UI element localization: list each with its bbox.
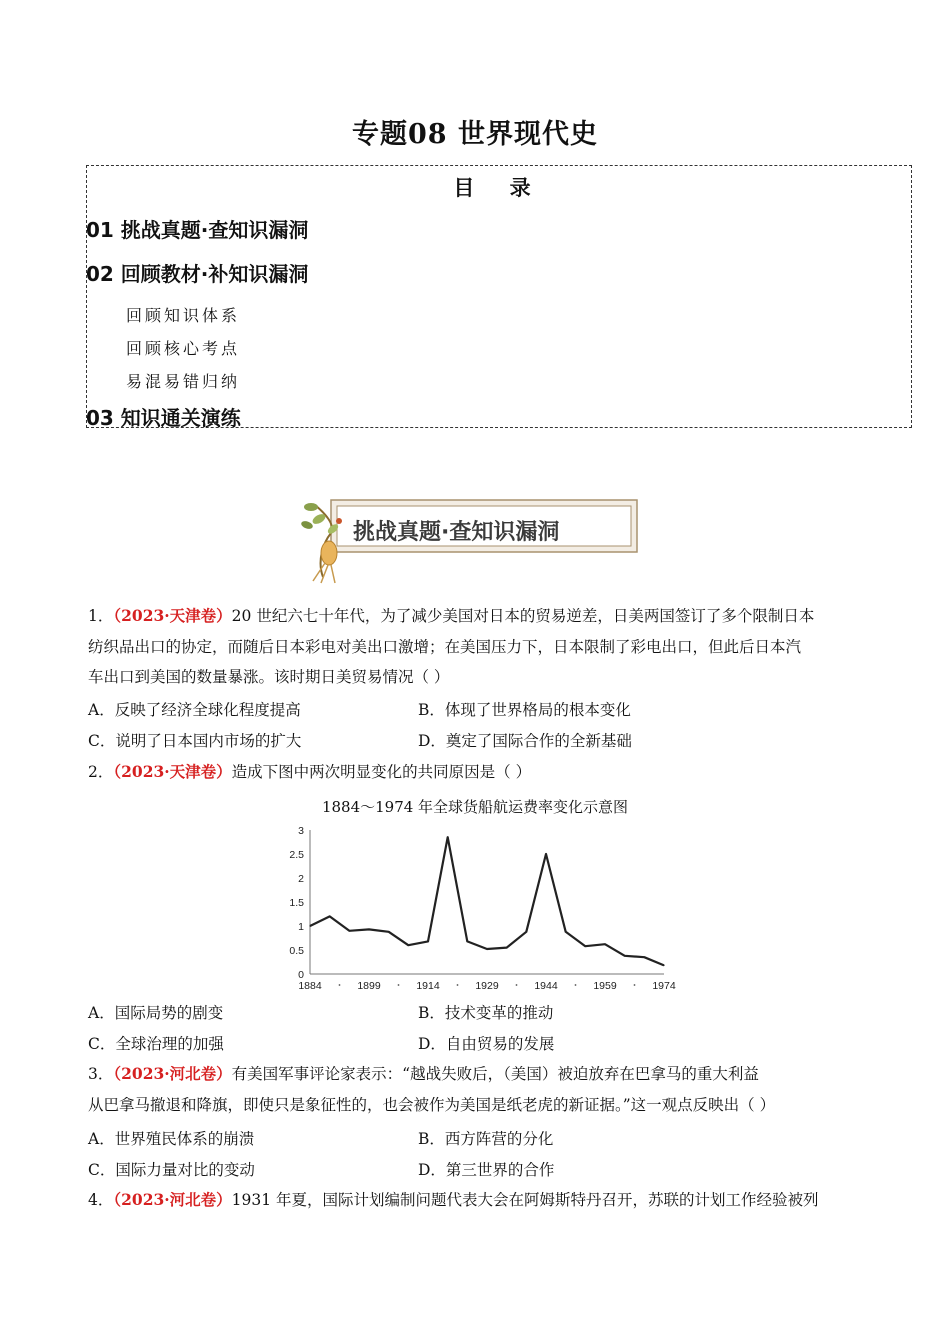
y-tick-label: 2.5	[289, 849, 304, 861]
data-point	[565, 931, 566, 932]
question-number: 1．	[88, 607, 114, 625]
question-source: （2023·天津卷）	[113, 606, 232, 625]
x-tick-label: 1884	[298, 980, 322, 992]
x-minor-tick	[398, 984, 400, 986]
data-point	[427, 941, 428, 942]
question-source: （2023·河北卷）	[113, 1190, 232, 1209]
q3-option-a[interactable]: A．世界殖民体系的崩溃	[88, 1130, 255, 1148]
question-2	[88, 757, 878, 788]
q3-option-b[interactable]: B．西方阵营的分化	[418, 1130, 554, 1148]
question-source: （2023·天津卷）	[113, 762, 232, 781]
data-point	[467, 941, 468, 942]
question-number: 2．	[88, 763, 114, 781]
x-minor-tick	[575, 984, 577, 986]
x-minor-tick	[339, 984, 341, 986]
data-point	[526, 931, 527, 932]
data-point	[368, 929, 369, 930]
x-tick-label: 1974	[652, 980, 676, 992]
x-minor-tick	[457, 984, 459, 986]
data-point	[349, 930, 350, 931]
x-minor-tick	[634, 984, 636, 986]
series-line	[310, 837, 664, 965]
toc-subitem-errors[interactable]: 易混易错归纳	[126, 372, 241, 391]
y-tick-label: 1.5	[289, 897, 304, 909]
chart-title: 1884～1974 年全球货船航运费率变化示意图	[321, 798, 629, 816]
data-point	[663, 965, 664, 966]
data-point	[644, 957, 645, 958]
data-point	[388, 931, 389, 932]
y-tick-label: 1	[298, 921, 304, 933]
toc-item-challenge[interactable]: 01 挑战真题·查知识漏洞	[86, 218, 309, 242]
question-text-line: 1931 年夏，国际计划编制问题代表大会在阿姆斯特丹召开，苏联的计划工作经验被列	[231, 1191, 819, 1209]
q2-option-d[interactable]: D．自由贸易的发展	[418, 1035, 555, 1053]
q2-option-b[interactable]: B．技术变革的推动	[418, 1004, 554, 1022]
q3-option-d[interactable]: D．第三世界的合作	[418, 1161, 555, 1179]
q3-option-c[interactable]: C．国际力量对比的变动	[88, 1161, 255, 1179]
q2-option-a[interactable]: A．国际局势的剧变	[88, 1004, 224, 1022]
question-3	[88, 1059, 878, 1120]
toc-subitem-core[interactable]: 回顾核心考点	[126, 339, 241, 358]
y-tick-label: 2	[298, 873, 304, 885]
data-point	[506, 947, 507, 948]
question-4	[88, 1185, 878, 1216]
q1-option-d[interactable]: D．奠定了国际合作的全新基础	[418, 732, 632, 750]
question-text-line: 车出口到美国的数量暴涨。该时期日美贸易情况（ ）	[88, 668, 450, 686]
y-tick-label: 3	[298, 825, 304, 837]
section-banner	[295, 495, 645, 585]
question-number: 3．	[88, 1065, 114, 1083]
data-point	[624, 955, 625, 956]
q1-option-a[interactable]: A．反映了经济全球化程度提高	[88, 701, 301, 719]
shipping-rate-chart	[280, 818, 676, 994]
data-point	[329, 916, 330, 917]
x-tick-label: 1944	[534, 980, 558, 992]
question-text-line: 20 世纪六七十年代，为了减少美国对日本的贸易逆差，日美两国签订了多个限制日本	[231, 607, 815, 625]
banner-label: 挑战真题·查知识漏洞	[353, 520, 560, 545]
data-point	[486, 948, 487, 949]
question-1	[88, 601, 878, 693]
data-point	[585, 946, 586, 947]
x-tick-label: 1914	[416, 980, 440, 992]
question-number: 4．	[88, 1191, 114, 1209]
x-tick-label: 1959	[593, 980, 617, 992]
toc-heading: 目 录	[453, 175, 545, 200]
data-point	[545, 853, 546, 854]
q1-option-c[interactable]: C．说明了日本国内市场的扩大	[88, 732, 302, 750]
toc-item-practice[interactable]: 03 知识通关演练	[86, 406, 241, 430]
question-source: （2023·河北卷）	[113, 1064, 232, 1083]
question-text-line: 有美国军事评论家表示：“越战失败后，（美国）被迫放弃在巴拿马的重大利益	[231, 1065, 759, 1083]
question-text-line: 造成下图中两次明显变化的共同原因是（ ）	[231, 763, 532, 781]
document-title: 专题08 世界现代史	[352, 119, 598, 150]
data-point	[447, 837, 448, 838]
q2-option-c[interactable]: C．全球治理的加强	[88, 1035, 224, 1053]
data-point	[604, 944, 605, 945]
x-tick-label: 1899	[357, 980, 381, 992]
x-tick-label: 1929	[475, 980, 499, 992]
toc-item-review[interactable]: 02 回顾教材·补知识漏洞	[86, 262, 309, 286]
y-tick-label: 0.5	[289, 945, 304, 957]
data-point	[408, 945, 409, 946]
toc-subitem-system[interactable]: 回顾知识体系	[126, 306, 241, 325]
x-minor-tick	[516, 984, 518, 986]
chart-svg	[280, 818, 676, 994]
question-text-line: 从巴拿马撤退和降旗，即使只是象征性的，也会被作为美国是纸老虎的新证据。”这一观点反映出（ ）	[88, 1095, 776, 1114]
question-text-line: 纺织品出口的协定，而随后日本彩电对美出口激增；在美国压力下，日本限制了彩电出口，但此后日本汽	[88, 637, 802, 656]
data-point	[309, 925, 310, 926]
y-tick-label: 0	[298, 969, 304, 981]
q1-option-b[interactable]: B．体现了世界格局的根本变化	[418, 701, 631, 719]
